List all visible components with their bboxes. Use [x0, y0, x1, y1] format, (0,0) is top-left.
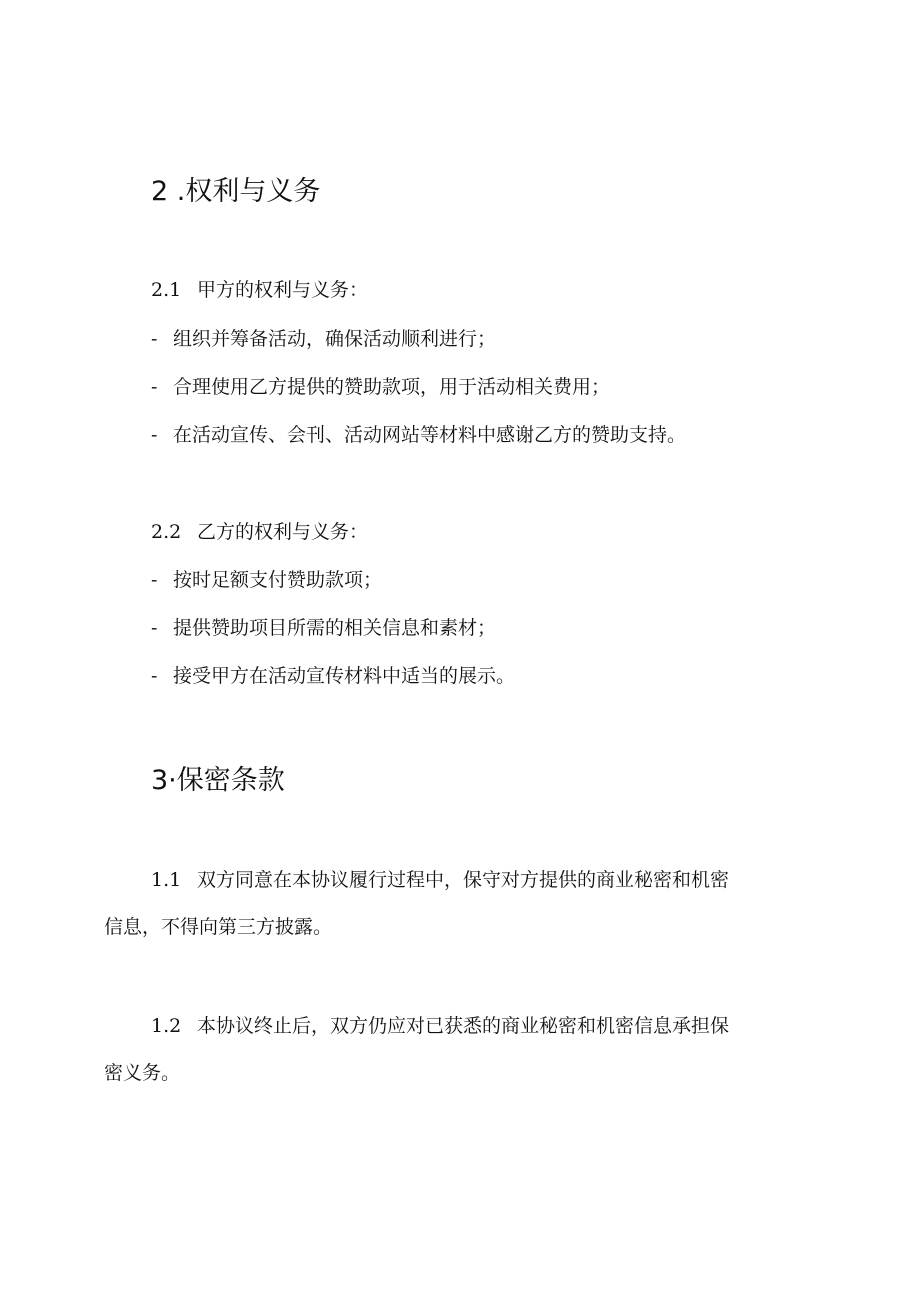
clause-paragraph: [104, 1012, 804, 1087]
clause-continuation: 密义务。: [104, 1062, 181, 1084]
bullet-dash: -: [151, 376, 158, 398]
subsection-title: 乙方的权利与义务：: [197, 521, 369, 543]
bullet-dash: -: [151, 328, 158, 350]
list-item-text: 提供赞助项目所需的相关信息和素材；: [173, 617, 497, 639]
list-item: [151, 373, 610, 401]
list-item-text: 在活动宣传、会刊、活动网站等材料中感谢乙方的赞助支持。: [173, 424, 687, 446]
list-item: [151, 566, 382, 594]
list-item: [151, 662, 515, 690]
list-item: [151, 614, 496, 642]
clause-first-line: [104, 1012, 804, 1040]
subsection-title-party-b: [151, 518, 368, 546]
clause-number: 1.1: [151, 869, 182, 891]
clause-paragraph: [104, 866, 804, 941]
clause-continuation: 信息，不得向第三方披露。: [104, 916, 333, 938]
list-item-text: 按时足额支付赞助款项；: [173, 569, 383, 591]
subsection-number: 2.2: [151, 521, 182, 543]
clause-first-line: [104, 866, 804, 894]
subsection-number: 2.1: [151, 279, 182, 301]
list-item-text: 接受甲方在活动宣传材料中适当的展示。: [173, 665, 516, 687]
list-item: [151, 421, 686, 449]
section-heading-confidentiality: 3·保密条款: [151, 765, 285, 796]
bullet-dash: -: [151, 569, 158, 591]
clause-number: 1.2: [151, 1015, 182, 1037]
clause-text: 本协议终止后，双方仍应对已获悉的商业秘密和机密信息承担保: [197, 1015, 730, 1037]
bullet-dash: -: [151, 424, 158, 446]
subsection-title: 甲方的权利与义务：: [197, 279, 369, 301]
section-heading-rights-obligations: 2 .权利与义务: [151, 176, 321, 207]
bullet-dash: -: [151, 665, 158, 687]
subsection-title-party-a: [151, 276, 368, 304]
list-item: [151, 325, 496, 353]
list-item-text: 组织并筹备活动，确保活动顺利进行；: [173, 328, 497, 350]
bullet-dash: -: [151, 617, 158, 639]
clause-text: 双方同意在本协议履行过程中，保守对方提供的商业秘密和机密: [197, 869, 730, 891]
list-item-text: 合理使用乙方提供的赞助款项，用于活动相关费用；: [173, 376, 611, 398]
